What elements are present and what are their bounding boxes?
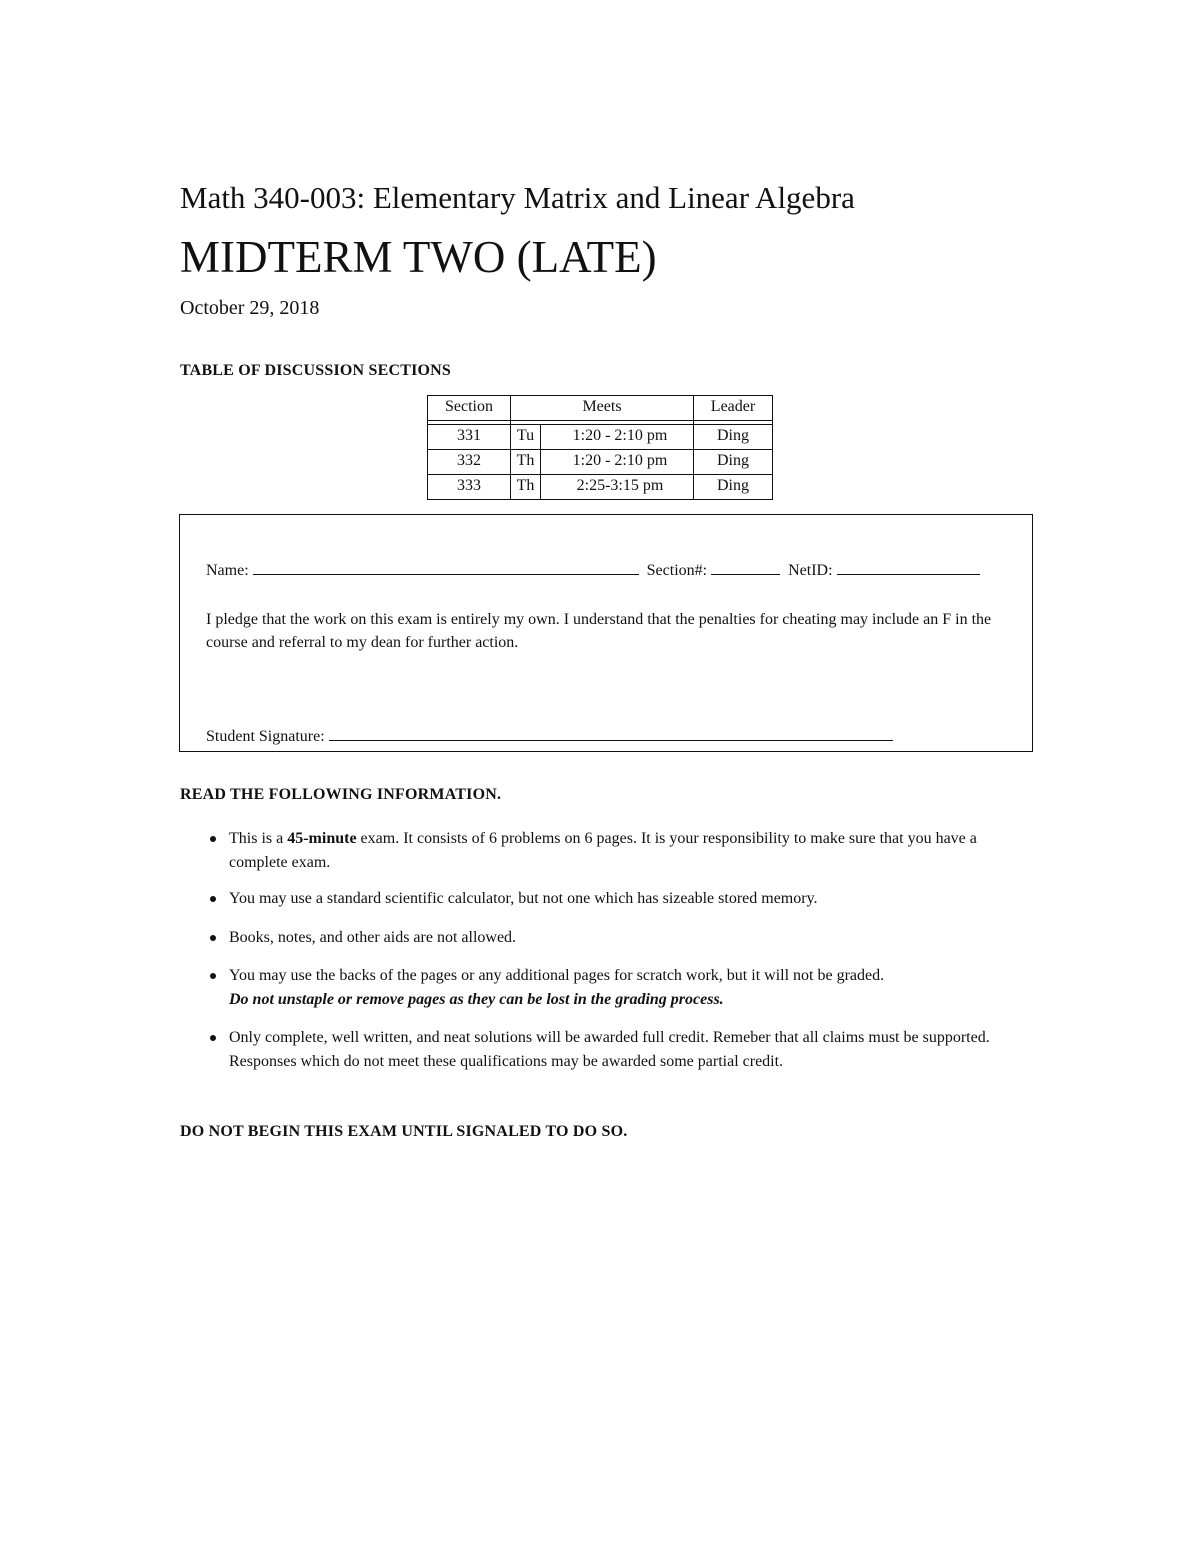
list-item: You may use the backs of the pages or any additional pages for scratch work, but it will not be graded. Do not unstaple or remove pages as they can be lost in the grading process. — [206, 964, 1026, 1011]
table-header-row — [427, 395, 773, 421]
table-row — [427, 450, 773, 475]
signature-row — [206, 725, 893, 748]
time-cell: 2:25-3:15 pm — [540, 475, 693, 499]
column-header-leader: Leader — [693, 396, 773, 420]
table-row — [427, 424, 773, 450]
name-label: Name: — [206, 562, 249, 579]
name-field[interactable] — [253, 559, 639, 575]
bullet-icon — [210, 896, 216, 902]
sections-table-heading: TABLE OF DISCUSSION SECTIONS — [180, 362, 452, 379]
time-cell: 1:20 - 2:10 pm — [540, 450, 693, 474]
exam-title: MIDTERM TWO (LATE) — [180, 232, 657, 282]
begin-warning: DO NOT BEGIN THIS EXAM UNTIL SIGNALED TO DO SO. — [180, 1123, 628, 1140]
section-label: Section#: — [646, 562, 708, 579]
staple-warning: Do not unstaple or remove pages as they can be lost in the grading process. — [229, 990, 724, 1008]
leader-cell: Ding — [693, 425, 773, 449]
list-item: Only complete, well written, and neat solutions will be awarded full credit. Remeber that all claims must be supported. Responses which do not meet these qualifications may be awarded some partial credit. — [206, 1026, 1026, 1073]
signature-field[interactable] — [329, 725, 893, 741]
bullet-icon — [210, 1035, 216, 1041]
leader-cell: Ding — [693, 475, 773, 499]
table-row — [427, 475, 773, 500]
time-cell: 1:20 - 2:10 pm — [540, 425, 693, 449]
name-section-netid-row — [206, 559, 1010, 582]
student-info-box — [179, 514, 1033, 752]
bullet-icon — [210, 836, 216, 842]
netid-field[interactable] — [837, 559, 980, 575]
day-cell: Th — [510, 450, 540, 474]
list-item: This is a 45-minute exam. It consists of 6 problems on 6 pages. It is your responsibility to make sure that you have a complete exam. — [206, 827, 1026, 874]
day-cell: Th — [510, 475, 540, 499]
sections-table — [427, 395, 773, 500]
information-list — [206, 827, 1026, 1088]
list-item: Books, notes, and other aids are not allowed. — [206, 926, 1026, 950]
signature-label: Student Signature: — [206, 728, 325, 745]
exam-duration: 45-minute — [287, 830, 357, 847]
column-header-meets: Meets — [510, 396, 693, 420]
bullet-icon — [210, 935, 216, 941]
netid-label: NetID: — [788, 562, 833, 579]
list-item: You may use a standard scientific calculator, but not one which has sizeable stored memory. — [206, 887, 1026, 911]
column-header-section: Section — [427, 396, 510, 420]
information-heading: READ THE FOLLOWING INFORMATION. — [180, 786, 502, 803]
bullet-icon — [210, 973, 216, 979]
day-cell: Tu — [510, 425, 540, 449]
exam-date: October 29, 2018 — [180, 297, 320, 319]
table-gap — [427, 421, 773, 424]
leader-cell: Ding — [693, 450, 773, 474]
section-field[interactable] — [711, 559, 780, 575]
course-title: Math 340-003: Elementary Matrix and Linear Algebra — [180, 180, 855, 215]
section-cell: 331 — [427, 425, 510, 449]
section-cell: 333 — [427, 475, 510, 499]
section-cell: 332 — [427, 450, 510, 474]
honor-pledge: I pledge that the work on this exam is entirely my own. I understand that the penalties for cheating may include an F in the course and referral to my dean for further action. — [206, 611, 992, 651]
